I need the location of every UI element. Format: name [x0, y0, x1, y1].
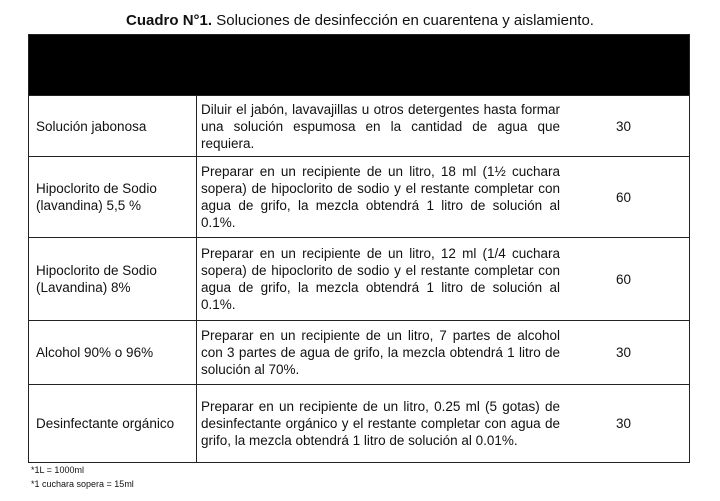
solution-value: 60 [615, 189, 632, 205]
solution-description: Preparar en un recipiente de un litro, 18 ml (1½ cuchara sopera) de hipoclorito de sodio y el restante completar con agua de grifo, la mezcla obtendrá 1 litro de solución al 0.1%. [201, 164, 560, 230]
table-row [29, 156, 689, 237]
solution-value: 30 [615, 345, 632, 360]
solution-value: 60 [615, 271, 632, 287]
table-row [29, 384, 689, 462]
caption-number: Cuadro N°1. [126, 12, 213, 29]
table-row [29, 320, 689, 384]
table-header-row [29, 35, 689, 95]
solution-description: Preparar en un recipiente de un litro, 7 partes de alcohol con 3 partes de agua de grifo, la mezcla obtendrá 1 litro de solución al 70%. [201, 328, 560, 377]
table-row [29, 237, 689, 320]
solution-value: 30 [615, 118, 632, 134]
table-caption [0, 11, 720, 31]
table-row [29, 95, 689, 156]
disinfection-table [28, 34, 690, 463]
solution-name: Solución jabonosa [29, 96, 197, 156]
footnote: *1 cuchara sopera = 15ml [31, 479, 134, 489]
solution-description: Preparar en un recipiente de un litro, 12 ml (1/4 cuchara sopera) de hipoclorito de sodio y el restante completar con agua de grifo, la mezcla obtendrá 1 litro de solución al 0.1%. [201, 246, 560, 312]
solution-name: Desinfectante orgánico [29, 385, 197, 462]
solution-description: Diluir el jabón, lavavajillas u otros detergentes hasta formar una solución espumosa en la cantidad de agua que requiera. [201, 101, 560, 151]
solution-name: Hipoclorito de Sodio (Lavandina) 8% [29, 238, 197, 320]
solution-name: Hipoclorito de Sodio (lavandina) 5,5 % [29, 157, 197, 237]
footnote: *1L = 1000ml [31, 465, 84, 475]
solution-description: Preparar en un recipiente de un litro, 0.25 ml (5 gotas) de desinfectante orgánico y el restante completar con agua de grifo, la mezcla obtendrá 1 litro de solución al 0.01%. [201, 399, 560, 448]
solution-name: Alcohol 90% o 96% [29, 321, 197, 384]
caption-text: Soluciones de desinfección en cuarentena y aislamiento. [216, 12, 594, 29]
table-footnotes [31, 463, 134, 491]
solution-value: 30 [615, 416, 632, 431]
